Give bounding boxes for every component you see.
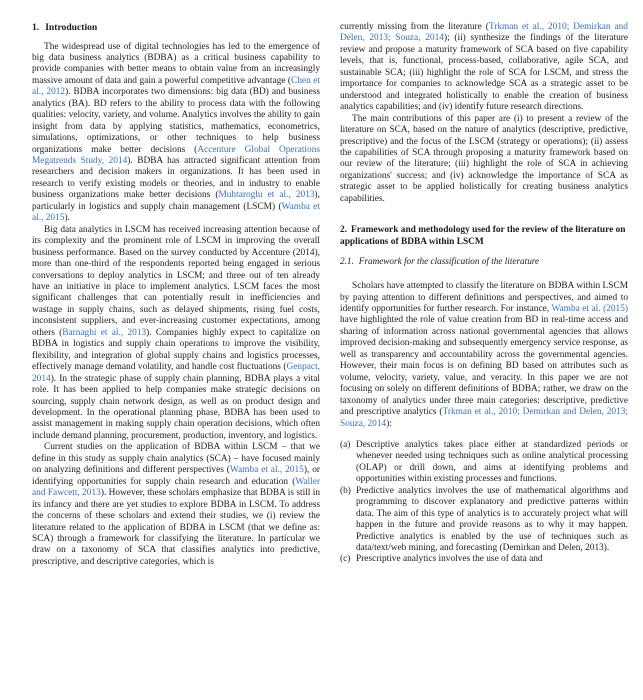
text-run: ). BDBA incorporates two dimensions: big data (BD) and business analytics (BA). BD refers to the ability to process data with the following qualities: velocity, variety, and volume. Analytics involves the ability to gain insight from data by applying statistics, mathematics, econometrics, simulations, optimizations, or other techniques to help business organizations make better decisions ( xyxy=(32,87,320,155)
citation-link[interactable]: Wamba et al. (2015) xyxy=(551,303,629,314)
citation-link[interactable]: Trkman et al., 2010; Demirkan and Delen, 2013; Souza, 2014 xyxy=(340,22,628,44)
citation-link[interactable]: Muhtaroglu et al., 2013 xyxy=(218,190,315,201)
citation-link[interactable]: Waller and Fawcett, 2013 xyxy=(32,476,320,499)
text-run: ). In the strategic phase of supply chain planning, BDBA plays a vital role. It has been applied to help companies make strategic decisions on sourcing, supply chain network design, as well as on product design and development. In the operational planning phase, BDBA has been used to assist management in making supply chain operation decisions, which often include demand planning, procurement, production, inventory, and logistics. xyxy=(32,373,320,441)
text-run: ). Companies highly expect to capitalize on BDBA in logistics and supply chain operations to improve the visibility, flexibility, and integration of global supply chains and logistics processes, effectively manage demand volatility, and handle cost fluctuations ( xyxy=(32,327,320,373)
text-run: ). BDBA has attracted significant attention from researchers and decision makers in organizations. It has been used in research to verify existing models or theories, and in industry to enable business organizations make better decisions ( xyxy=(32,156,320,201)
text-run: ). xyxy=(64,213,70,224)
text-run: ); (ii) synthesize the findings of the literature review and propose a maturity framework of SCA based on five capability levels, that is, functional, process-based, collaborative, agile SCA, and sustainable SCA; (iii) highlight the role of SCA for LSCM, and stress the importance for companies to acknowledge SCA as a strategic asset to be understood and integrated holistically to enable the creation of business analytics capabilities; and (iv) identify future research directions. xyxy=(340,33,629,113)
citation-link[interactable]: Barnaghi et al., 2013 xyxy=(62,327,147,338)
list-item-text: Descriptive analytics takes place either at standardized periods or whenever needed using techniques such as online analytical processing (OLAP) or drill down, and aims at identifying problems and opportunities within existing processes and functions. xyxy=(356,439,628,485)
section-title: Introduction xyxy=(45,22,98,33)
subsection-title: Framework for the classification of the literature xyxy=(358,256,540,267)
subsection-heading xyxy=(340,256,628,267)
citation-link[interactable]: Wamba et al., 2015 xyxy=(32,201,320,224)
analytics-type-list xyxy=(340,440,628,566)
text-run: ): xyxy=(386,418,392,429)
list-item-label: (a) xyxy=(340,439,351,450)
citation-link[interactable]: Accenture Global Operations Megatrends Study, 2014 xyxy=(32,144,320,167)
text-run: ), particularly in logistics and supply chain management (LSCM) ( xyxy=(32,190,320,212)
text-run: Current studies on the application of BDBA within LSCM – that we define in this study as supply chain analytics (SCA) – have focused mainly on analyzing definitions and different perspectives ( xyxy=(32,442,320,476)
text-run: have highlighted the role of value creation from BD in real-time access and sharing of information across national governmental agencies that allows improved decision-making and subsequently emergency service response, as well as transparency and accountability across the governmental agencies. However, their main focus is on defining BD based on attributes such as volume, velocity, variety, value, and veracity. In this paper we are not focusing on solely on different definitions of BDBA; rather, we draw on the taxonomy of analytics under three main categories: descriptive, predictive and prescriptive analytics ( xyxy=(340,315,628,418)
list-item xyxy=(340,440,628,486)
section-number: 2. xyxy=(340,225,348,236)
paragraph xyxy=(32,42,320,225)
spacer xyxy=(340,430,628,440)
list-item xyxy=(340,486,628,555)
paragraph xyxy=(340,114,628,206)
section-title: Framework and methodology used for the review of the literature on applications of BDBA within LSCM xyxy=(340,225,626,247)
citation-link[interactable]: Chen et al., 2012 xyxy=(32,75,320,98)
left-column xyxy=(32,22,320,700)
text-run: Scholars have attempted to classify the literature on BDBA within LSCM by paying attention to different definitions and perspectives, and aimed to identify opportunities for further research. For instance, xyxy=(340,281,628,314)
right-column xyxy=(340,22,628,700)
paragraph xyxy=(32,225,320,443)
section-number: 1. xyxy=(32,22,40,33)
paragraph xyxy=(340,22,628,114)
text-run: The main contributions of this paper are (i) to present a review of the literature on SCA, based on the nature of analytics (descriptive, predictive, prescriptive) and the focus of the LSCM (strategy or operations); (ii) assess the capabilities of SCA through proposing a maturity framework based on our review of the literature; (iii) highlight the role of SCA in achieving organizations' success; and (iv) acknowledge the importance of SCA as strategic asset to be applied holistically for creating business analytics capabilities. xyxy=(340,113,628,204)
citation-link[interactable]: Genpact, 2014 xyxy=(32,362,320,384)
subsection-number: 2.1. xyxy=(340,256,354,267)
list-item-text: Prescriptive analytics involves the use of data and xyxy=(356,554,543,565)
section-heading-introduction xyxy=(32,22,320,34)
text-run: ), or identifying opportunities for supply chain research and education ( xyxy=(32,465,320,487)
paragraph xyxy=(32,442,320,568)
list-item xyxy=(340,554,628,565)
text-run: ). However, these scholars emphasize that BDBA is still in its infancy and there are yet studies to explore BDBA in LSCM. To address the concerns of these scholars and extend their studies, we (i) review the literature related to the application of BDBA in LSCM (that we define as: SCA) through a framework for classifying the literature. In particular we draw on a taxonomy of SCA that classifies analytics into predictive, prescriptive, and descriptive categories, which is xyxy=(32,488,320,567)
list-item-text: Predictive analytics involves the use of mathematical algorithms and programming to discover explanatory and predictive patterns within data. The aim of this type of analytics is to accurately project what will happen in the future and provide reasons as to why it may happen. Predictive analytics is enabled by the use of techniques such as data/text/web mining, and forecasting (Demirkan and Delen, 2013). xyxy=(356,485,628,554)
list-item-label: (b) xyxy=(340,485,351,496)
paragraph xyxy=(340,281,628,430)
text-run: currently missing from the literature ( xyxy=(340,22,489,32)
list-item-label: (c) xyxy=(340,554,351,565)
citation-link[interactable]: Trkman et al., 2010; Demirkan and Delen, 2013; Souza, 2014 xyxy=(340,407,628,429)
text-run: The widespread use of digital technologies has led to the emergence of big data business analytics (BDBA) as a critical business capability to provide companies with better means to obtain value from an increasingly massive amount of data and gain a powerful competitive advantage ( xyxy=(32,41,320,86)
text-run: Big data analytics in LSCM has received increasing attention because of its complexity and the prominent role of LSCM in improving the overall business performance. Based on the survey conducted by Accenture (2014), more than one-third of the respondents reported being engaged in serious conversations to deploy analytics in LSCM; and three out of ten already have an initiative in place to implement analytics. LSCM faces the most significant challenges that can potentially result in inefficiencies and wastage in supply chains, such as delayed shipments, rising fuel costs, inconsistent suppliers, and ever-increasing customer expectations, among others ( xyxy=(32,224,320,338)
section-heading-framework xyxy=(340,225,628,248)
citation-link[interactable]: Wamba et al., 2015 xyxy=(229,465,304,476)
